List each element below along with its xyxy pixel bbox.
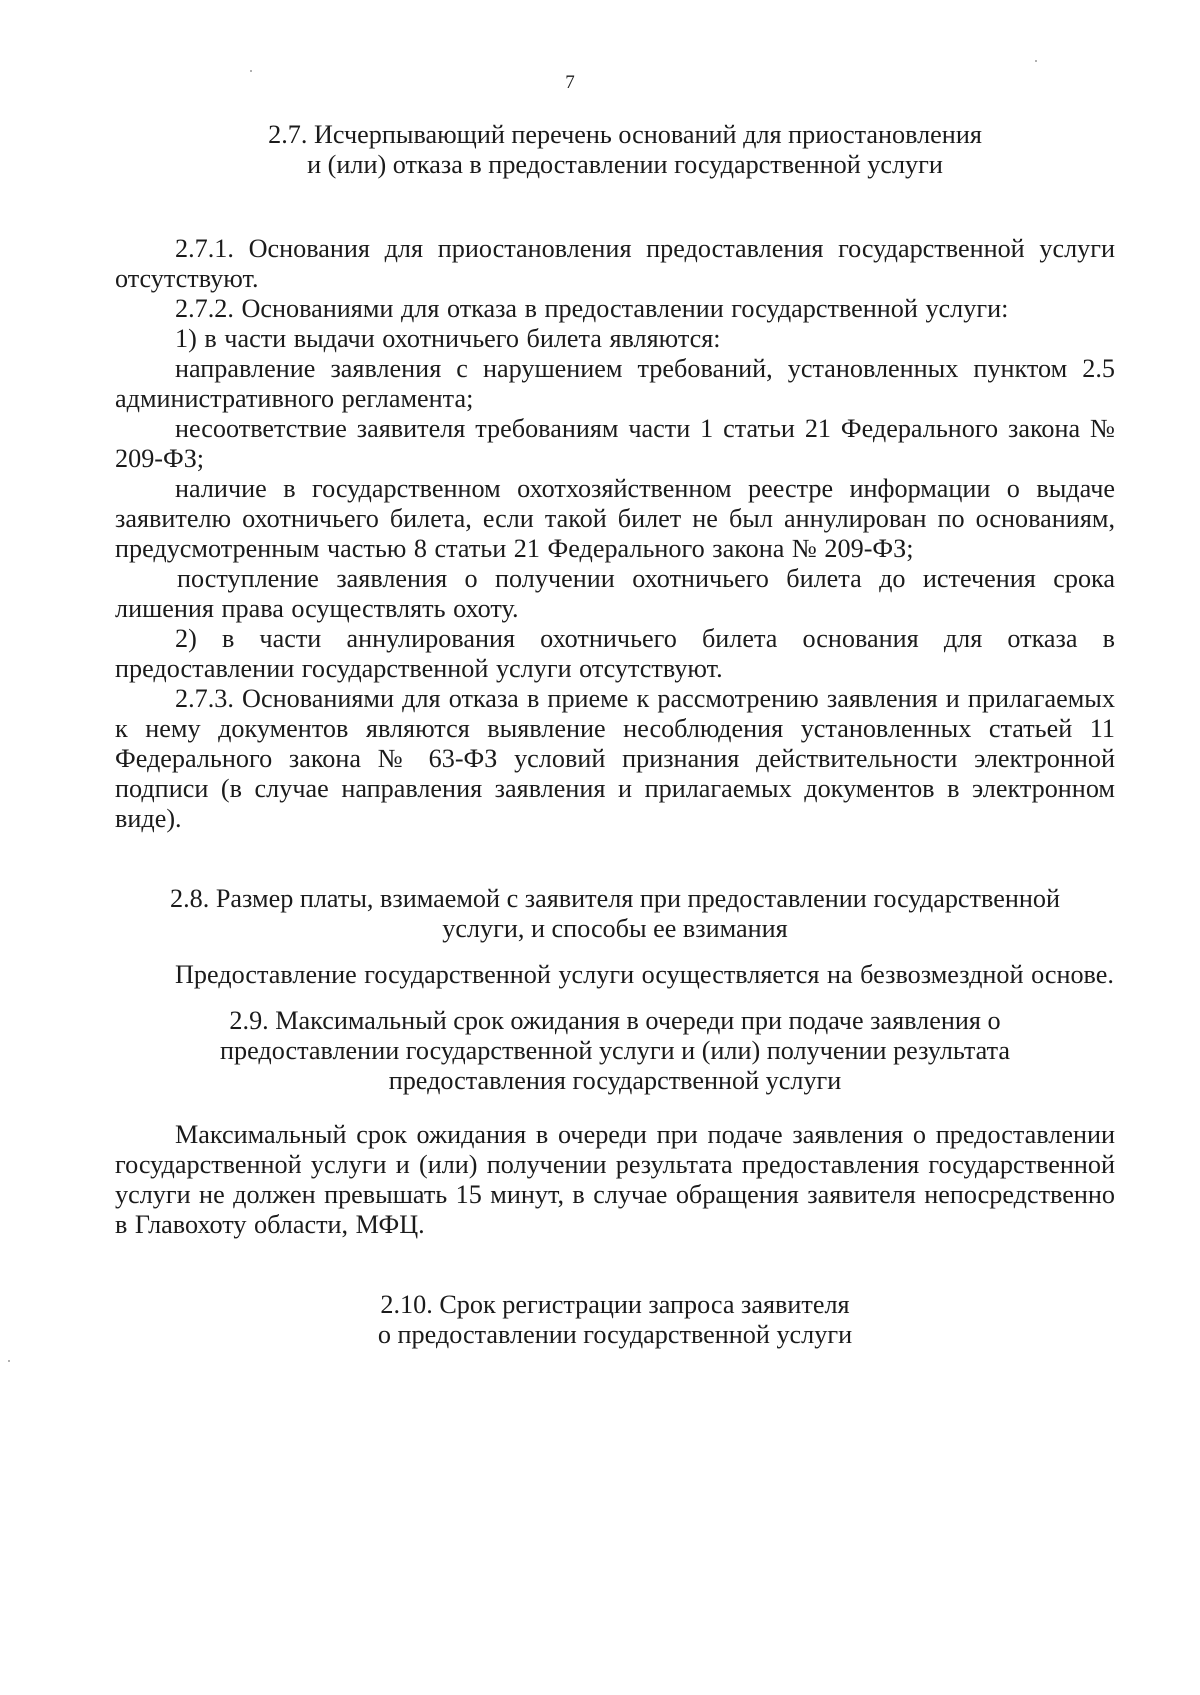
section-2-8-heading — [115, 884, 1115, 944]
spacer — [115, 944, 1115, 960]
paragraph-ground-4: поступление заявления о получении охотничьего билета до истечения срока лишения права осуществлять охоту. — [115, 564, 1115, 623]
heading-line: 2.7. Исчерпывающий перечень оснований для приостановления — [268, 120, 982, 149]
heading-line: о предоставлении государственной услуги — [377, 1320, 853, 1349]
paragraph-2-9: Максимальный срок ожидания в очереди при подаче заявления о предоставлении государственной услуги и (или) получении результата предоставления государственной услуги не должен превышать 15 минут, в случае обращения заявителя непосредственно в Главохоту области, МФЦ. — [115, 1120, 1115, 1239]
paragraph-item-2: 2) в части аннулирования охотничьего билета основания для отказа в предоставлении государственной услуги отсутствуют. — [115, 624, 1115, 683]
spacer — [115, 180, 1115, 234]
paragraph-2-8: Предоставление государственной услуги осуществляется на безвозмездной основе. — [175, 960, 1114, 989]
paragraph-ground-2: несоответствие заявителя требованиям части 1 статьи 21 Федерального закона № 209-ФЗ; — [115, 414, 1115, 473]
scan-speck — [8, 1360, 10, 1362]
heading-line: и (или) отказа в предоставлении государственной услуги — [307, 150, 943, 179]
heading-line: услуги, и способы ее взимания — [442, 914, 788, 943]
paragraph-item-1: 1) в части выдачи охотничьего билета являются: — [175, 324, 721, 353]
paragraph-2-7-3: 2.7.3. Основаниями для отказа в приеме к рассмотрению заявления и прилагаемых к нему документов являются выявление несоблюдения установленных статьей 11 Федерального закона № 63-ФЗ условий признания действительности электронной подписи (в случае направления заявления и прилагаемых документов в электронном виде). — [115, 684, 1115, 833]
section-2-10-heading — [115, 1290, 1115, 1350]
spacer — [115, 1240, 1115, 1290]
heading-line: предоставления государственной услуги — [388, 1066, 842, 1095]
heading-line: 2.10. Срок регистрации запроса заявителя — [380, 1290, 850, 1319]
section-2-9-heading — [115, 1006, 1115, 1096]
heading-line: 2.9. Максимальный срок ожидания в очереди при подаче заявления о — [229, 1006, 1001, 1035]
paragraph-2-7-2: 2.7.2. Основаниями для отказа в предоставлении государственной услуги: — [175, 294, 1009, 323]
scan-speck — [1035, 60, 1037, 62]
paragraph-2-7-1: 2.7.1. Основания для приостановления предоставления государственной услуги отсутствуют. — [115, 234, 1115, 293]
spacer — [115, 990, 1115, 1006]
document-body — [115, 120, 1115, 1350]
heading-line: 2.8. Размер платы, взимаемой с заявителя при предоставлении государственной — [170, 884, 1060, 913]
paragraph-ground-1: направление заявления с нарушением требований, установленных пунктом 2.5 административного регламента; — [115, 354, 1115, 413]
spacer — [115, 834, 1115, 884]
heading-line: предоставлении государственной услуги и (или) получении результата — [220, 1036, 1010, 1065]
section-2-7-heading — [115, 120, 1115, 180]
page-number: 7 — [565, 72, 575, 93]
spacer — [115, 1096, 1115, 1120]
paragraph-ground-3: наличие в государственном охотхозяйственном реестре информации о выдаче заявителю охотничьего билета, если такой билет не был аннулирован по основаниям, предусмотренным частью 8 статьи 21 Федерального закона № 209-ФЗ; — [115, 474, 1115, 563]
